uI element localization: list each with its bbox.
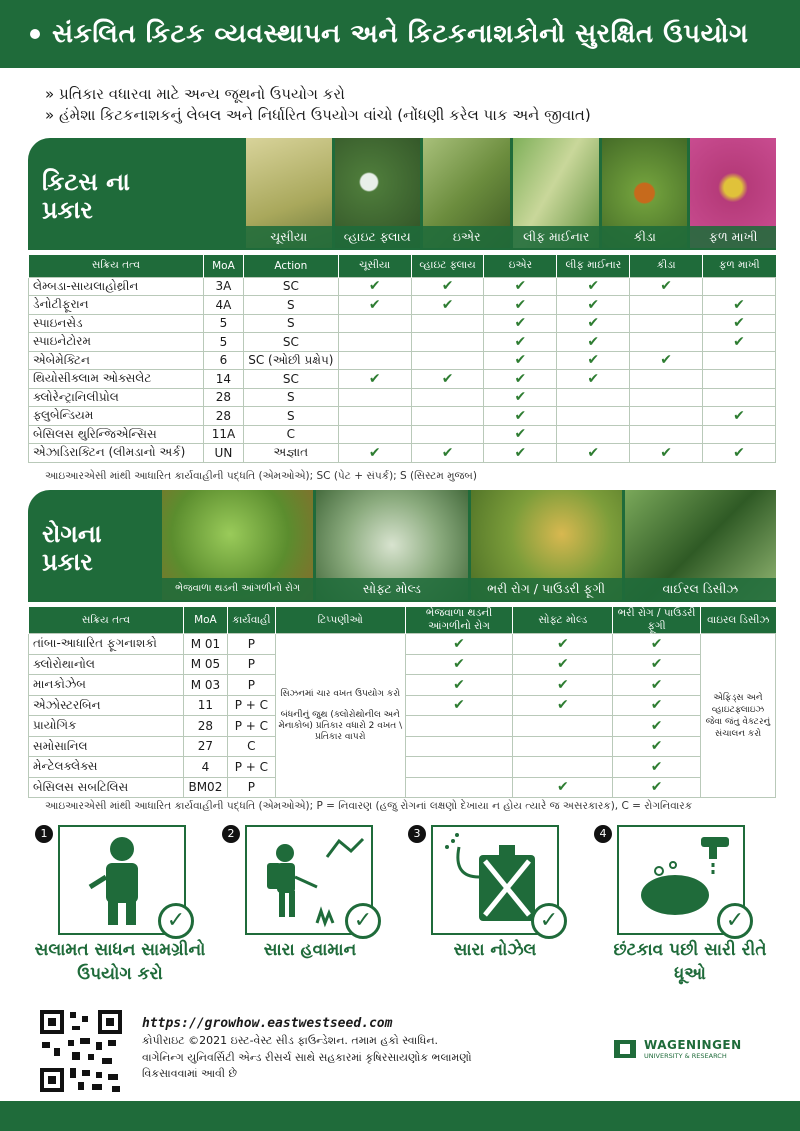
column-header: વ્હાઇટ ફ્લાય: [411, 255, 484, 277]
pest-images: [246, 138, 776, 248]
cell-moa: 14: [203, 370, 243, 389]
cell-check: [557, 351, 630, 370]
checkmark-icon: ✔: [368, 278, 381, 295]
pest-image-caption: વ્હાઇટ ફ્લાય: [335, 226, 421, 248]
table-row: [29, 314, 776, 333]
checkmark-icon: ✔: [660, 278, 673, 295]
tip-caption: સારા હવામાન: [263, 940, 357, 960]
checkmark-icon: ✔: [587, 352, 600, 369]
table-row: [29, 277, 776, 296]
cell-check: [338, 444, 411, 463]
checkmark-icon: ✔: [587, 296, 600, 313]
cell-check: [513, 654, 613, 675]
cell-check: [411, 407, 484, 426]
cell-check: [557, 370, 630, 389]
cell-check: [630, 444, 703, 463]
tip-box-safety-gear: [58, 825, 186, 935]
pest-image-caption: ચૂસીયા: [246, 226, 332, 248]
cell-check: [405, 695, 513, 716]
checkmark-icon: ✔: [514, 407, 527, 424]
cell-check: [703, 277, 776, 296]
cell-check: [703, 314, 776, 333]
cell-check: [513, 736, 613, 757]
tip-number: 3: [408, 825, 426, 843]
cell-check: [613, 777, 701, 798]
cell-check: [484, 444, 557, 463]
pest-image-caption: કીડા: [602, 226, 688, 248]
cell-check: [630, 425, 703, 444]
cell-check: [513, 695, 613, 716]
cell-check: [630, 388, 703, 407]
cell-name: ક્લોરોથાનોલ: [29, 654, 184, 675]
checkmark-icon: ✔: [514, 352, 527, 369]
checkmark-icon: ✔: [660, 444, 673, 461]
cell-check: [513, 716, 613, 737]
pest-table-header: [29, 255, 776, 277]
cell-remarks: [275, 634, 405, 798]
cell-action: P + C: [227, 695, 275, 716]
pest-image-caption: ઇએર: [423, 226, 510, 248]
column-header: કીડા: [630, 255, 703, 277]
check-icon: ✓: [531, 903, 567, 939]
cell-name: ડેનોટીફૂરાન: [29, 296, 204, 315]
cell-name: લેમ્બડા-સાયલાહોથ્રીન: [29, 277, 204, 296]
diseases-section-title: રોગના પ્રકાર: [42, 520, 102, 576]
cell-check: [557, 407, 630, 426]
pest-image-aphid: [246, 138, 332, 248]
checkmark-icon: ✔: [453, 676, 465, 693]
cell-check: [703, 407, 776, 426]
cell-check: [405, 675, 513, 696]
column-header: વાઇરલ ડિસીઝ: [701, 607, 776, 634]
checkmark-icon: ✔: [556, 656, 569, 673]
cell-check: [411, 277, 484, 296]
cell-check: [484, 277, 557, 296]
cell-action: S: [243, 407, 338, 426]
cell-check: [484, 425, 557, 444]
wageningen-logo: [612, 1036, 742, 1062]
tip-box-nozzle: [431, 825, 559, 935]
column-header: ટિપ્પણીઓ: [275, 607, 405, 634]
cell-viral-note: એફિડ્સ અને વ્હાઇટફ્લાઇઝ જેવા જંતુ વેક્ટરનું સંચાલન કરો: [701, 634, 776, 798]
column-header: ભેજવાળા થડની આંગળીનો રોગ: [405, 607, 513, 634]
pest-image-caption: ફળ માખી: [690, 226, 776, 248]
cell-check: [557, 314, 630, 333]
checkmark-icon: ✔: [514, 278, 527, 295]
checkmark-icon: ✔: [587, 370, 600, 387]
cell-check: [405, 716, 513, 737]
cell-moa: 11A: [203, 425, 243, 444]
cell-check: [405, 654, 513, 675]
cell-action: P + C: [227, 757, 275, 778]
column-header: સોફ્ટ મોલ્ડ: [513, 607, 613, 634]
tip-box-weather: [245, 825, 373, 935]
cell-action: P: [227, 654, 275, 675]
cell-check: [630, 296, 703, 315]
cell-name: થિયોસીક્લામ ઓક્સલેટ: [29, 370, 204, 389]
pest-image-mite: [423, 138, 510, 248]
footer-copyright: કોપીરાઇટ ©2021 ઇસ્ટ-વેસ્ટ સીડ ફાઉન્ડેશન. તમામ હકો સ્વાધિન.: [142, 1034, 439, 1047]
cell-check: [484, 296, 557, 315]
cell-check: [703, 388, 776, 407]
table-row: [29, 333, 776, 352]
cell-check: [484, 333, 557, 352]
cell-check: [613, 757, 701, 778]
table-row: [29, 351, 776, 370]
cell-name: માનકોઝેબ: [29, 675, 184, 696]
cell-check: [338, 425, 411, 444]
cell-action: SC: [243, 333, 338, 352]
column-header: ચૂસીયા: [338, 255, 411, 277]
cell-check: [338, 351, 411, 370]
checkmark-icon: ✔: [650, 697, 663, 714]
checkmark-icon: ✔: [514, 389, 527, 406]
column-header: સક્રિય તત્વ: [29, 607, 184, 634]
cell-check: [405, 736, 513, 757]
cell-moa: M 03: [183, 675, 227, 696]
cell-moa: 5: [203, 333, 243, 352]
cell-check: [411, 296, 484, 315]
cell-check: [703, 370, 776, 389]
cell-moa: M 01: [183, 634, 227, 655]
checkmark-icon: ✔: [650, 738, 663, 755]
cell-check: [630, 370, 703, 389]
cell-check: [411, 444, 484, 463]
pest-image-caption: લીફ માઈનાર: [513, 226, 599, 248]
cell-moa: UN: [203, 444, 243, 463]
cell-moa: 28: [183, 716, 227, 737]
cell-check: [411, 425, 484, 444]
cell-check: [557, 296, 630, 315]
advice-list: [45, 84, 591, 126]
cell-action: SC: [243, 370, 338, 389]
column-header: MoA: [183, 607, 227, 634]
checkmark-icon: ✔: [650, 717, 663, 734]
cell-check: [411, 370, 484, 389]
cell-check: [484, 407, 557, 426]
cell-check: [484, 370, 557, 389]
column-header: સક્રિય તત્વ: [29, 255, 204, 277]
checkmark-icon: ✔: [587, 278, 600, 295]
cell-name: સ્પાઇનસેડ: [29, 314, 204, 333]
cell-check: [338, 314, 411, 333]
cell-moa: 4A: [203, 296, 243, 315]
cell-action: C: [227, 736, 275, 757]
cell-check: [338, 333, 411, 352]
cell-check: [630, 407, 703, 426]
cell-check: [703, 351, 776, 370]
table-row: [29, 425, 776, 444]
cell-check: [613, 634, 701, 655]
checkmark-icon: ✔: [650, 656, 663, 673]
disease-image-viral: [625, 490, 776, 600]
checkmark-icon: ✔: [733, 296, 745, 313]
checkmark-icon: ✔: [556, 635, 569, 652]
cell-check: [513, 757, 613, 778]
footer-url-link[interactable]: https://growhow.eastwestseed.com: [142, 1016, 393, 1031]
cell-check: [484, 314, 557, 333]
check-icon: ✓: [345, 903, 381, 939]
cell-moa: 27: [183, 736, 227, 757]
tip-number: 2: [222, 825, 240, 843]
cell-action: C: [243, 425, 338, 444]
checkmark-icon: ✔: [556, 676, 569, 693]
checkmark-icon: ✔: [587, 315, 600, 332]
cell-moa: BM02: [183, 777, 227, 798]
pest-image-fruitfly: [690, 138, 776, 248]
cell-check: [405, 634, 513, 655]
checkmark-icon: ✔: [514, 370, 527, 387]
disease-image-caption: સોફ્ટ મોલ્ડ: [316, 578, 467, 600]
cell-name: બેસિલસ સબટિલિસ: [29, 777, 184, 798]
cell-check: [630, 277, 703, 296]
cell-name: ક્લોરેન્ટ્રાનિલીપ્રોલ: [29, 388, 204, 407]
cell-check: [557, 333, 630, 352]
cell-check: [557, 425, 630, 444]
checkmark-icon: ✔: [441, 370, 454, 387]
cell-check: [557, 444, 630, 463]
cell-name: સ્પાઇનેટોરમ: [29, 333, 204, 352]
cell-check: [411, 333, 484, 352]
footer-credit: વાગેનિન્ગ યુનિવર્સિટી એન્ડ રીસર્ચ સાથે સહકારમાં કૃષિરસાયણોક ભલામણો વિકસાવવામાં આવી છે: [142, 1051, 472, 1080]
table-row: [29, 444, 776, 463]
cell-action: S: [243, 296, 338, 315]
pest-image-leafminer: [513, 138, 599, 248]
disease-image-caption: ભેજવાળા થડની આંગળીનો રોગ: [162, 578, 313, 600]
cell-check: [338, 370, 411, 389]
checkmark-icon: ✔: [587, 333, 600, 350]
cell-name: એઝાડિરાક્ટિન (લીમડાનો અર્ક): [29, 444, 204, 463]
pest-table-note: આઇઆરએસી માંથી આધારિત કાર્યવાહીની પદ્ધતિ (એમઓએ); SC (પેટ + સંપર્ક); S (સિસ્ટમ મુજબ): [45, 470, 477, 482]
checkmark-icon: ✔: [733, 315, 745, 332]
advice-item: » પ્રતિકાર વધારવા માટે અન્ય જૂથનો ઉપયોગ કરો: [45, 84, 591, 105]
cell-name: બેસિલસ થુરિન્જિએન્સિસ: [29, 425, 204, 444]
cell-check: [405, 777, 513, 798]
cell-moa: 6: [203, 351, 243, 370]
cell-check: [703, 333, 776, 352]
column-header: ભરી રોગ / પાઉડરી ફૂગી: [613, 607, 701, 634]
table-row: [29, 634, 776, 655]
cell-name: ફ્લુબેન્ડિયમ: [29, 407, 204, 426]
page-title: સંકલિત કિટક વ્યવસ્થાપન અને કિટકનાશકોનો સુરક્ષિત ઉપયોગ: [52, 18, 749, 49]
cell-action: P: [227, 675, 275, 696]
checkmark-icon: ✔: [733, 407, 745, 424]
cell-moa: 4: [183, 757, 227, 778]
column-header: MoA: [203, 255, 243, 277]
logo-subtext: UNIVERSITY & RESEARCH: [644, 1052, 727, 1060]
cell-check: [557, 277, 630, 296]
table-row: [29, 388, 776, 407]
checkmark-icon: ✔: [650, 635, 663, 652]
tip-number: 1: [35, 825, 53, 843]
table-row: [29, 407, 776, 426]
disease-image-caption: વાઈરલ ડિસીઝ: [625, 578, 776, 600]
cell-name: સમોસાનિલ: [29, 736, 184, 757]
cell-action: P: [227, 634, 275, 655]
cell-moa: 5: [203, 314, 243, 333]
cell-name: મેન્ટેલક્લેક્સ: [29, 757, 184, 778]
table-row: [29, 296, 776, 315]
cell-check: [703, 444, 776, 463]
cell-check: [513, 675, 613, 696]
cell-moa: 3A: [203, 277, 243, 296]
cell-name: પ્રાયોગિક: [29, 716, 184, 737]
tip-number: 4: [594, 825, 612, 843]
cell-check: [411, 314, 484, 333]
checkmark-icon: ✔: [660, 352, 673, 369]
cell-check: [703, 296, 776, 315]
column-header: લીફ માઈનાર: [557, 255, 630, 277]
tip-caption: છંટકાવ પછી સારી રીતે ધૂઓ: [613, 940, 767, 984]
checkmark-icon: ✔: [733, 333, 745, 350]
checkmark-icon: ✔: [368, 370, 381, 387]
pest-image-whitefly: [335, 138, 421, 248]
checkmark-icon: ✔: [556, 779, 569, 796]
remark-text: બંધનીનું જુથ (ક્લોરોથોનીલ અને મેનાકોબ) પ્રતિકાર વધારો 2 વખત \ પ્રતિકાર વાપરો: [278, 709, 403, 742]
cell-check: [513, 777, 613, 798]
cell-check: [613, 736, 701, 757]
cell-action: SC: [243, 277, 338, 296]
checkmark-icon: ✔: [368, 444, 381, 461]
checkmark-icon: ✔: [556, 697, 569, 714]
cell-action: S: [243, 388, 338, 407]
checkmark-icon: ✔: [453, 635, 465, 652]
disease-images: [162, 490, 776, 600]
cell-check: [411, 351, 484, 370]
checkmark-icon: ✔: [514, 296, 527, 313]
column-header: કાર્યવાહી: [227, 607, 275, 634]
cell-check: [405, 757, 513, 778]
checkmark-icon: ✔: [587, 444, 600, 461]
cell-moa: 28: [203, 407, 243, 426]
cell-action: P: [227, 777, 275, 798]
cell-check: [613, 716, 701, 737]
remark-text: સિઝનમાં ચાર વખત ઉપયોગ કરો: [280, 688, 401, 699]
cell-check: [630, 333, 703, 352]
checkmark-icon: ✔: [650, 758, 663, 775]
checkmark-icon: ✔: [514, 333, 527, 350]
disease-image-mold: [316, 490, 467, 600]
check-icon: ✓: [717, 903, 753, 939]
cell-name: એબેમેક્ટિન: [29, 351, 204, 370]
bullet-dot-icon: [30, 29, 40, 39]
cell-moa: M 05: [183, 654, 227, 675]
cell-check: [338, 388, 411, 407]
column-header: ઇએર: [484, 255, 557, 277]
checkmark-icon: ✔: [650, 779, 663, 796]
footer-bar: [0, 1101, 800, 1131]
disease-image-caption: ભરી રોગ / પાઉડરી ફૂગી: [471, 578, 622, 600]
checkmark-icon: ✔: [368, 296, 381, 313]
cell-check: [484, 351, 557, 370]
checkmark-icon: ✔: [453, 656, 465, 673]
cell-action: S: [243, 314, 338, 333]
checkmark-icon: ✔: [453, 697, 465, 714]
cell-check: [613, 675, 701, 696]
logo-text: WAGENINGEN: [644, 1038, 742, 1052]
checkmark-icon: ✔: [441, 296, 454, 313]
tip-caption: સલામત સાધન સામગ્રીનો ઉપયોગ કરો: [34, 940, 206, 984]
pest-table: [28, 255, 776, 463]
tip-caption: સારા નોઝેલ: [453, 940, 537, 960]
cell-check: [630, 314, 703, 333]
cell-check: [338, 407, 411, 426]
cell-check: [557, 388, 630, 407]
page-header: [0, 0, 800, 68]
checkmark-icon: ✔: [441, 278, 454, 295]
disease-image-downy: [162, 490, 313, 600]
check-icon: ✓: [158, 903, 194, 939]
cell-check: [513, 634, 613, 655]
checkmark-icon: ✔: [441, 444, 454, 461]
cell-moa: 28: [203, 388, 243, 407]
disease-table-note: આઇઆરએસી માંથી આધારિત કાર્યવાહીની પદ્ધતિ (એમઓએ); P = નિવારણ (હજુ રોગનાં લક્ષણો દેખાયા ન હોય ત્યારે જ અસરકારક), C = રોગનિવારક: [45, 800, 693, 812]
cell-check: [484, 388, 557, 407]
advice-item: » હંમેશા કિટકનાશકનું લેબલ અને નિર્ધારિત ઉપયોગ વાંચો (નોંધણી કરેલ પાક અને જીવાત): [45, 105, 591, 126]
checkmark-icon: ✔: [650, 676, 663, 693]
cell-check: [630, 351, 703, 370]
qr-code-icon[interactable]: [38, 1008, 124, 1094]
table-row: [29, 370, 776, 389]
pests-section-title: કિટસ ના પ્રકાર: [42, 168, 130, 224]
column-header: Action: [243, 255, 338, 277]
cell-action: અજ્ઞાત: [243, 444, 338, 463]
cell-check: [338, 296, 411, 315]
cell-action: SC (ઓછી પ્રક્ષેપ): [243, 351, 338, 370]
cell-action: P + C: [227, 716, 275, 737]
disease-image-powdery: [471, 490, 622, 600]
tip-box-wash: [617, 825, 745, 935]
cell-check: [613, 695, 701, 716]
cell-name: તાંબા-આધારિત ફૂગનાશકો: [29, 634, 184, 655]
wageningen-logo-icon: [612, 1036, 638, 1062]
pest-image-caterpillar: [602, 138, 688, 248]
checkmark-icon: ✔: [514, 426, 527, 443]
disease-table-header: [29, 607, 776, 634]
disease-table: [28, 607, 776, 798]
cell-check: [613, 654, 701, 675]
cell-check: [411, 388, 484, 407]
checkmark-icon: ✔: [514, 315, 527, 332]
cell-check: [338, 277, 411, 296]
column-header: ફળ માખી: [703, 255, 776, 277]
cell-moa: 11: [183, 695, 227, 716]
checkmark-icon: ✔: [733, 444, 745, 461]
cell-name: એઝોસ્ટરબિન: [29, 695, 184, 716]
cell-check: [703, 425, 776, 444]
checkmark-icon: ✔: [514, 444, 527, 461]
